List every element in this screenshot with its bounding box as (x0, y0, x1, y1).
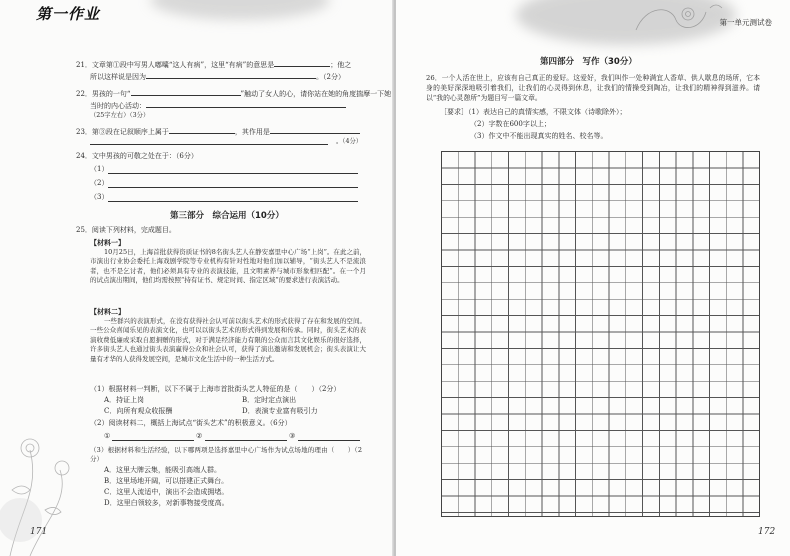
q22-text-b: ”触动了女人的心，请你站在她的角度揣摩一下她 (240, 90, 392, 98)
material-1-label: 【材料一】 (90, 238, 125, 247)
composition-grid-cells[interactable] (442, 152, 759, 516)
q26-req-1: （1）表达自己的真情实感，不限文体（诗歌除外）； (468, 108, 627, 116)
q26-req-2: （2）字数在600字以上； (470, 120, 551, 128)
q24-item-2: （2） (90, 179, 109, 187)
q23-line1 (76, 126, 360, 137)
q21-text: 21．文章第①段中写男人嘟囔“这人有病”，这里“有病”的意思是 (76, 61, 275, 69)
q23-blank-1[interactable] (169, 126, 235, 134)
unit-header: 第一单元测试卷 (719, 18, 772, 27)
q25-sub1-option-d[interactable]: D．表演专业富有吸引力 (242, 407, 318, 415)
q22-blank-1[interactable] (131, 88, 241, 96)
q26-req-label: ［要求］ (440, 108, 468, 116)
q24-item-1: （1） (90, 165, 109, 173)
q24-question: 24．文中男孩的可敬之处在于：（6分） (76, 152, 198, 160)
composition-grid[interactable] (441, 151, 760, 517)
q24-answer-line-2[interactable] (108, 187, 358, 188)
right-page-number: 172 (758, 527, 776, 537)
ink-wash-decoration (150, 0, 330, 20)
q25-sub2-point-3: ③ (289, 432, 296, 440)
left-page-number: 171 (30, 527, 48, 537)
flower-decoration-icon (0, 380, 120, 556)
q22-blank-2[interactable] (146, 100, 346, 108)
swirl-decoration-icon (626, 0, 726, 40)
q26-requirements-label (440, 108, 626, 117)
q25-sub1: （1）根据材料一判断，以下不属于上海市首批街头艺人特征的是（ ）（2分） (90, 385, 341, 393)
q21-blank-2[interactable] (146, 71, 316, 79)
q25-sub2: （2）阅读材料二，概括上海试点“街头艺术”的积极意义。（6分） (90, 419, 292, 427)
q25-sub2-point-1: ① (104, 432, 111, 440)
q25-sub1-option-a[interactable]: A．持证上岗 (104, 396, 145, 404)
q22-text-2: 当时的内心活动： (90, 102, 146, 110)
q24-answer-line-3[interactable] (108, 201, 358, 202)
q21-line1 (76, 59, 351, 70)
q22-line2 (90, 100, 346, 111)
q25-sub3-option-a[interactable]: A．这里大牌云集，能吸引高端人群。 (104, 466, 222, 474)
material-1-text: 10月25日，上海首批获得资质证书的8名街头艺人在静安嘉里中心广场“上岗”。在此之前，市演出行业协会委托上海戏剧学院等专业机构有针对性地对他们加以辅导，“街头艺人不是流浪者，也不是乞讨者，他们必须具有专业的表演技能，且文明素养与城市形象相匹配”。在一个月的试点演出期间，他们均需按照“持有证书、规定时间、指定区域”的要求进行表演活动。 (90, 248, 366, 285)
q25-sub3-option-d[interactable]: D．这里白领较多，对新事物接受度高。 (104, 499, 229, 507)
material-2-label: 【材料二】 (90, 307, 125, 316)
q23-text-a: 23．第③段在记叙顺序上属于 (76, 128, 169, 136)
q24-answer-line-1[interactable] (108, 173, 358, 174)
q25-sub2-line-2[interactable] (205, 440, 287, 441)
q26-prompt: 26．一个人活在世上，应该有自己真正的爱好。这爱好，我们叫作一处种满宜人香草、供人歇息的场所，它本身的美好深深地吸引着我们，让我们的心灵得到休息，让我们的情操受到陶冶，让我们的精神得到滋养。请以“我的心灵憩所”为题目写一篇文章。 (426, 74, 760, 102)
q22-text-a: 22．男孩的一句“ (76, 90, 131, 98)
q25-sub1-option-c[interactable]: C．向所有观众收报酬 (104, 407, 173, 415)
q25-intro: 25．阅读下列材料，完成题目。 (76, 226, 176, 234)
material-2-text: 一些群兴的表演形式，在没有获得社会认可前以街头艺术的形式获得了存在和发展的空间。一些公众喜闻乐见的表演文化，也可以以街头艺术的形式得到发展和传承。同时，街头艺术的表演收费低廉或采取自愿捐赠的形式，对于满足经济能力有限的公众而言其文化娱乐的很好选择，许多街头艺人也通过街头表演赢得公众和社会认可，获得了演出邀请和发展机会；街头表演让大量有才华的人获得发展空间，是城市文化生活中的一种生活方式。 (90, 317, 366, 363)
part3-title: 第三部分 综合运用（10分） (170, 211, 284, 221)
q25-sub2-line-1[interactable] (112, 440, 194, 441)
q25-sub3-option-c[interactable]: C．这里人流适中，演出不会造成拥堵。 (104, 488, 229, 496)
q21-line2 (90, 71, 345, 82)
q25-sub1-option-b[interactable]: B．定时定点演出 (242, 396, 297, 404)
q25-sub3-option-b[interactable]: B．这里场地开阔，可以搭建正式舞台。 (104, 477, 229, 485)
q23-text-b: ，其作用是 (234, 128, 270, 136)
q24-item-3: （3） (90, 193, 109, 201)
q21-text-2: 所以这样说是因为 (90, 73, 146, 81)
q25-sub2-point-2: ② (196, 432, 203, 440)
q25-sub3: （3）根据材料和生活经验，以下哪两项是选择嘉里中心广场作为试点场地的理由（ ）（2分） (90, 446, 362, 464)
q23-answer-line[interactable] (90, 144, 328, 145)
q21-blank-1[interactable] (274, 59, 330, 67)
q23-blank-2[interactable] (270, 126, 360, 134)
logo: 第一作业 (36, 5, 101, 23)
q21-text-end: ；他之 (330, 61, 352, 69)
q26-req-3: （3）作文中不能出现真实的姓名、校名等。 (470, 132, 608, 140)
q22-score: （25字左右）（3分） (90, 112, 150, 119)
q25-sub2-line-3[interactable] (298, 440, 360, 441)
q21-score: 。（2分） (316, 73, 345, 81)
q23-score: 。（4分） (336, 138, 363, 145)
q22-line1 (76, 88, 391, 99)
left-page (0, 0, 394, 556)
part4-title: 第四部分 写作（30分） (540, 57, 637, 67)
